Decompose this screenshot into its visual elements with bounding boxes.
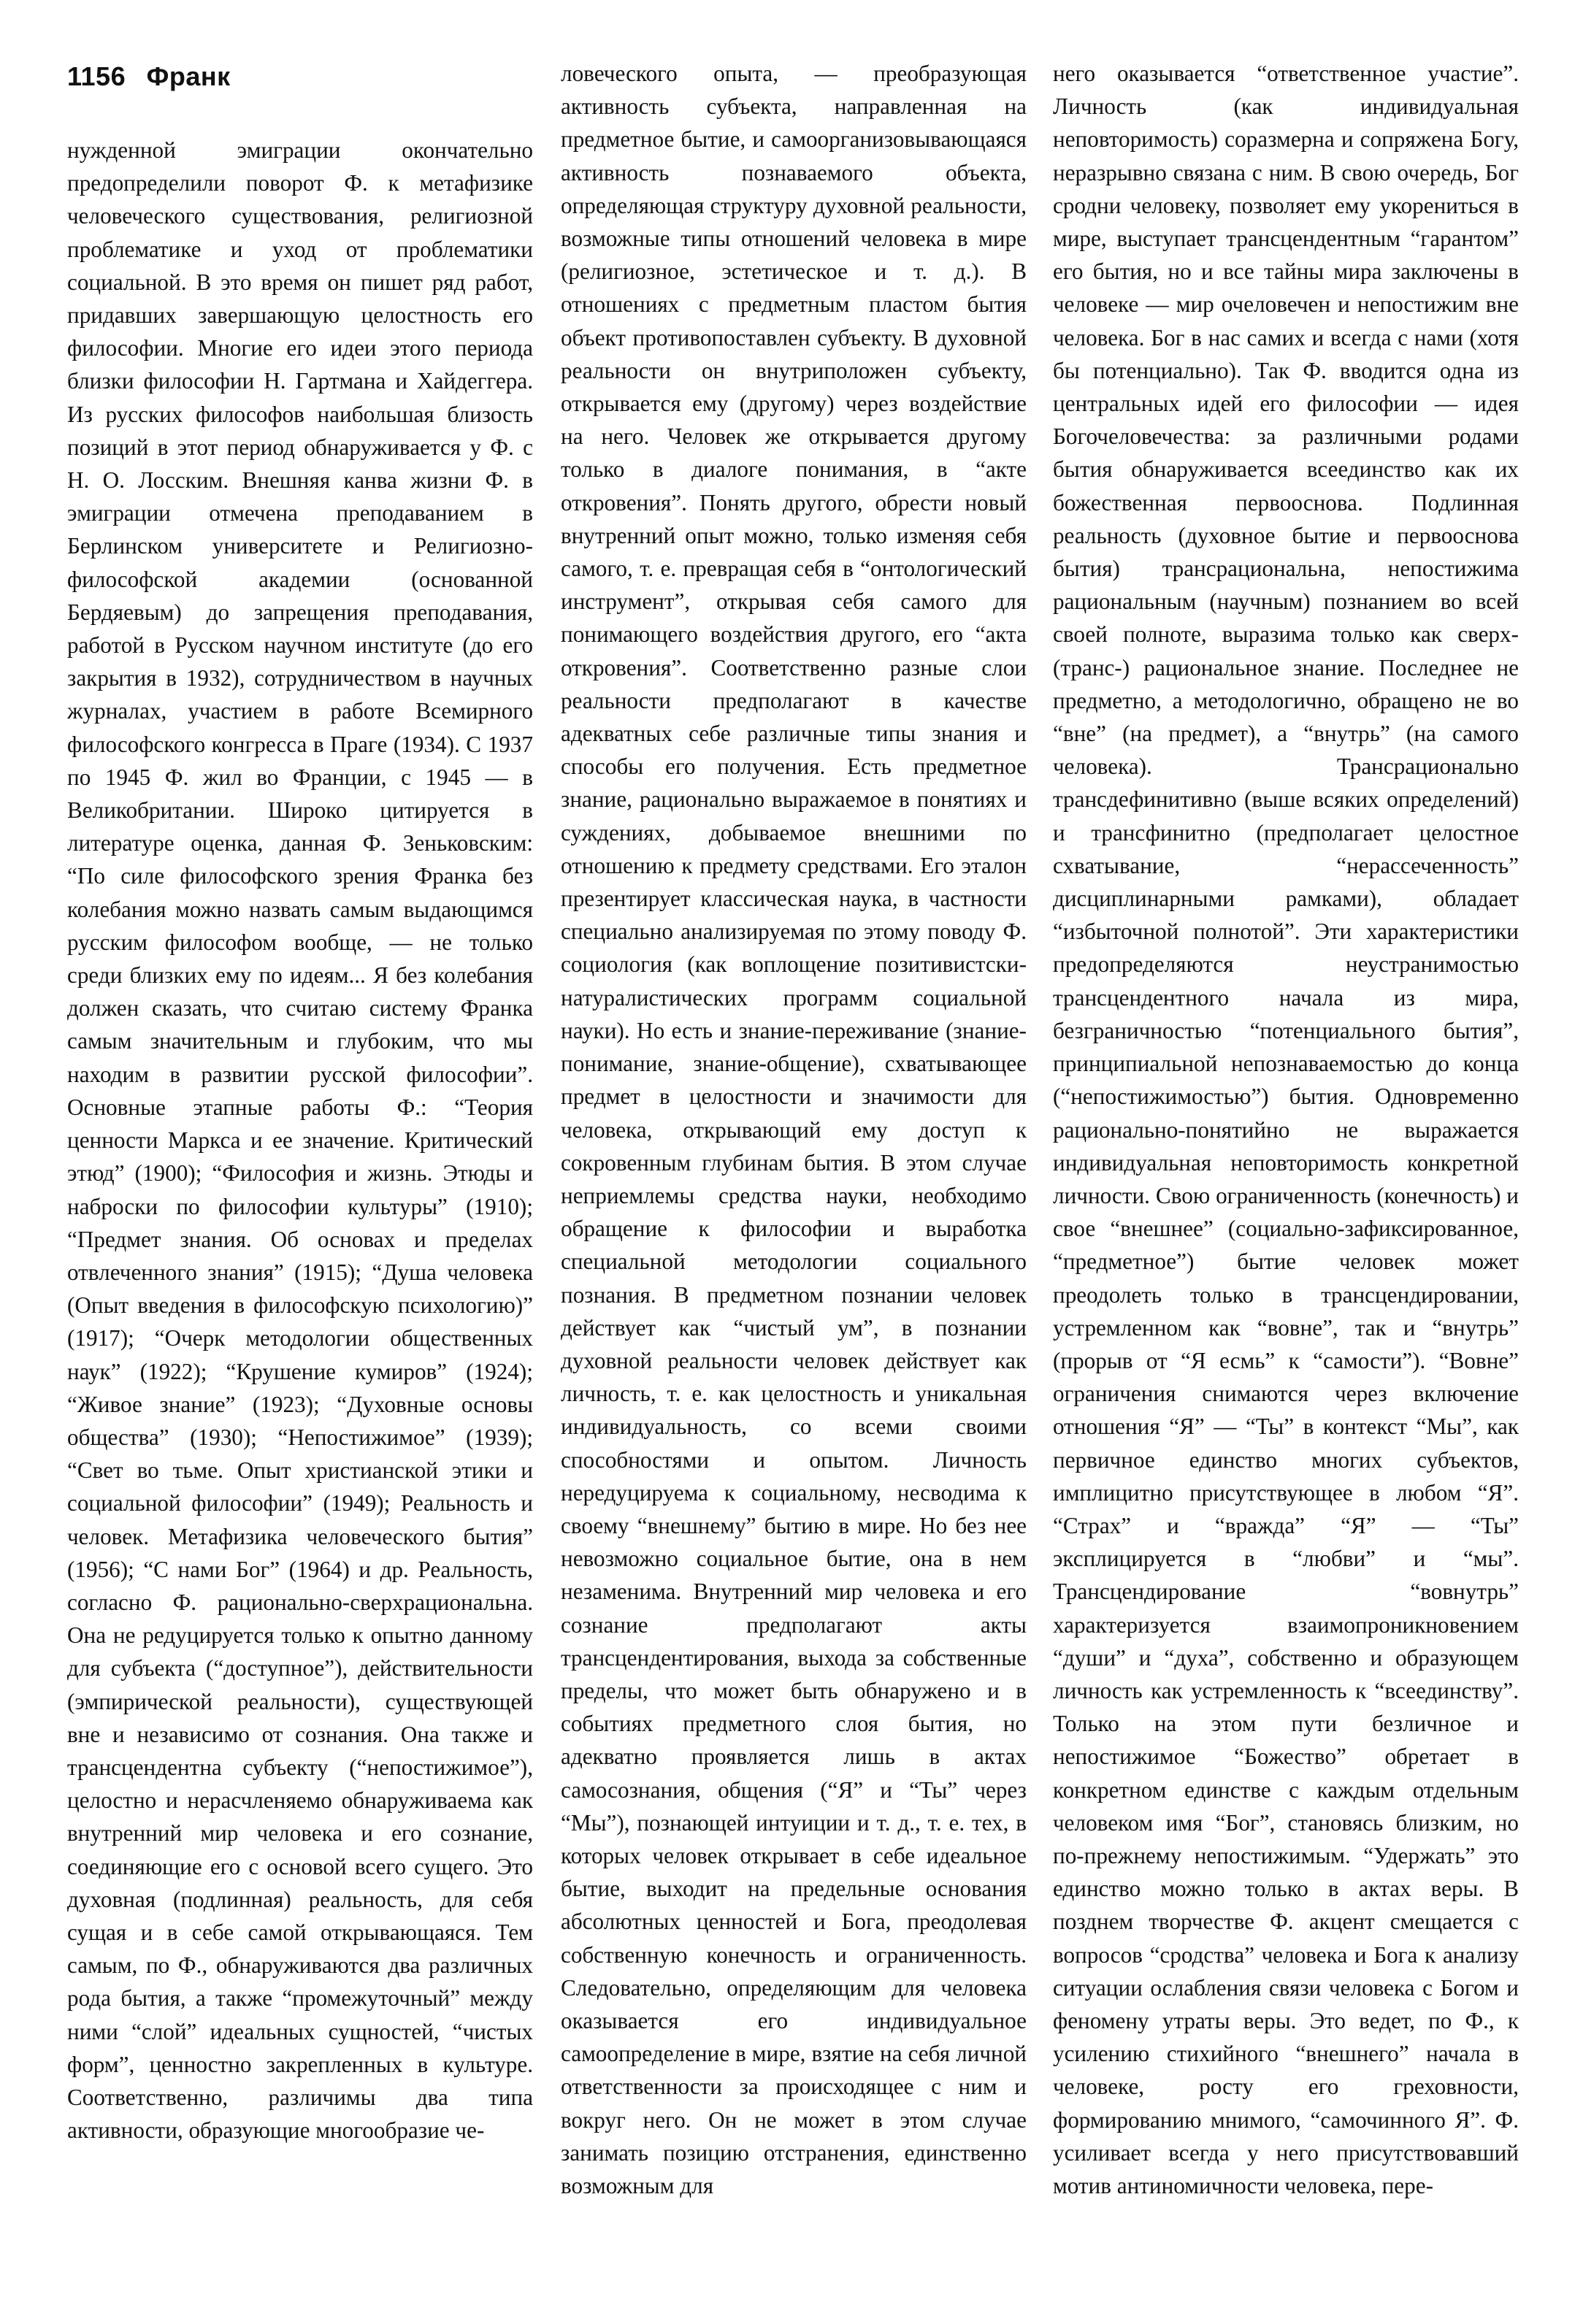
text-column-1 <box>67 134 533 2324</box>
column-3-text: него оказывается “ответственное участие”. Личность (как индивидуальная неповторимость) соразмерна и сопряжена Богу, неразрывно связана с ним. В свою очередь, Бог сродни человеку, позволяет ему укорениться в мире, выступает трансцендентным “гарантом” его бытия, но и все тайны мира заключены в человеке — мир очеловечен и непостижим вне человека. Бог в нас самих и всегда с нами (хотя бы потенциально). Так Ф. вводится одна из центральных идей его философии — идея Богочеловечества: за различными родами бытия обнаруживается всеединство как их божественная первооснова. Подлинная реальность (духовное бытие и первооснова бытия) трансрациональна, непостижима рациональным (научным) познанием во всей своей полноте, выразима только как сверх- (транс-) рациональное знание. Последнее не предметно, а методологично, обращено не во “вне” (на предмет), а “внутрь” (на самого человека). Трансрационально трансдефинитивно (выше всяких определений) и трансфинитно (предполагает целостное схватывание, “нерассеченность” дисциплинарными рамками), обладает “избыточной полнотой”. Эти характеристики предопределяются неустранимостью трансцендентного начала из мира, безграничностью “потенциального бытия”, принципиальной непознаваемостью до конца (“непостижимостью”) бытия. Одновременно рационально-понятийно не выражается индивидуальная неповторимость конкретной личности. Свою ограниченность (конечность) и свое “внешнее” (социально-зафиксированное, “предметное”) бытие человек может преодолеть только в трансцендировании, устремленном как “вовне”, так и “внутрь” (прорыв от “Я есмь” к “самости”). “Вовне” ограничения снимаются через включение отношения “Я” — “Ты” в контекст “Мы”, как первичное единство многих субъектов, имплицитно присутствующее в любом “Я”. “Страх” и “вражда” “Я” — “Ты” эксплицируется в “любви” и “мы”. Трансцендирование “вовнутрь” характеризуется взаимопроникновением “души” и “духа”, собственно и образующем личность как устремленность к “всеединству”. Только на этом пути безличное и непостижимое “Божество” обретает в конкретном единстве с каждым отдельным человеком имя “Бог”, становясь близким, но по-прежнему непостижимым. “Удержать” это единство можно только в актах веры. В позднем творчестве Ф. акцент смещается с вопросов “сродства” человека и Бога к анализу ситуации ослабления связи человека с Богом и феномену утраты веры. Это ведет, по Ф., к усилению стихийного “внешнего” начала в человеке, росту его греховности, формированию мнимого, “самочинного Я”. Ф. усиливает всегда у него присутствовавший мотив антиномичности человека, пере- <box>1053 61 1519 2198</box>
running-header <box>67 61 244 92</box>
column-1-text: нужденной эмиграции окончательно предопределили поворот Ф. к метафизике человеческого существования, религиозной проблематике и уход от проблематики социальной. В это время он пишет ряд работ, придавших завершающую целостность его философии. Многие его идеи этого периода близки философии Н. Гартмана и Хайдеггера. Из русских философов наибольшая близость позиций в этот период обнаруживается у Ф. с Н. О. Лосским. Внешняя канва жизни Ф. в эмиграции отмечена преподаванием в Берлинском университете и Религиозно-философской академии (основанной Бердяевым) до запрещения преподавания, работой в Русском научном институте (до его закрытия в 1932), сотрудничеством в научных журналах, участием в работе Всемирного философского конгресса в Праге (1934). С 1937 по 1945 Ф. жил во Франции, с 1945 — в Великобритании. Широко цитируется в литературе оценка, данная Ф. Зеньковским: “По силе философского зрения Франка без колебания можно назвать самым выдающимся русским философом вообще, — не только среди близких ему по идеям... Я без колебания должен сказать, что считаю систему Франка самым значительным и глубоким, что мы находим в развитии русской философии”. Основные этапные работы Ф.: “Теория ценности Маркса и ее значение. Критический этюд” (1900); “Философия и жизнь. Этюды и наброски по философии культуры” (1910); “Предмет знания. Об основах и пределах отвлеченного знания” (1915); “Душа человека (Опыт введения в философскую психологию)” (1917); “Очерк методологии общественных наук” (1922); “Крушение кумиров” (1924); “Живое знание” (1923); “Духовные основы общества” (1930); “Непостижимое” (1939); “Свет во тьме. Опыт христианской этики и социальной философии” (1949); Реальность и человек. Метафизика человеческого бытия” (1956); “С нами Бог” (1964) и др. Реальность, согласно Ф. рационально-сверхрациональна. Она не редуцируется только к опытно данному для субъекта (“доступное”), действительности (эмпирической реальности), существующей вне и независимо от сознания. Она также и трансцендентна субъекту (“непостижимое”), целостно и нерасчленяемо обнаруживаема как внутренний мир человека и его сознание, соединяющие его с основой всего сущего. Это духовная (подлинная) реальность, для себя сущая и в себе самой открывающаяся. Тем самым, по Ф., обнаруживаются два различных рода бытия, а также “промежуточный” между ними “слой” идеальных сущностей, “чистых форм”, ценностно закрепленных в культуре. Соответственно, различимы два типа активности, образующие многообразие че- <box>67 137 533 2144</box>
page-number: 1156 <box>67 61 126 91</box>
text-column-2 <box>561 57 1027 2247</box>
column-2-text: ловеческого опыта, — преобразующая активность субъекта, направленная на предметное бытие, и самоорганизовывающаяся активность познаваемого объекта, определяющая структуру духовной реальности, возможные типы отношений человека в мире (религиозное, эстетическое и т. д.). В отношениях с предметным пластом бытия объект противопоставлен субъекту. В духовной реальности он внутриположен субъекту, открывается ему (другому) через воздействие на него. Человек же открывается другому только в диалоге понимания, в “акте откровения”. Понять другого, обрести новый внутренний опыт можно, только изменяя себя самого, т. е. превращая себя в “онтологический инструмент”, открывая себя самого для понимающего воздействия другого, его “акта откровения”. Соответственно разные слои реальности предполагают в качестве адекватных себе различные типы знания и способы его получения. Есть предметное знание, рационально выражаемое в понятиях и суждениях, добываемое внешними по отношению к предмету средствами. Его эталон презентирует классическая наука, в частности специально анализируемая по этому поводу Ф. социология (как воплощение позитивистски-натуралистических программ социальной науки). Но есть и знание-переживание (знание-понимание, знание-общение), схватывающее предмет в целостности и значимости для человека, открывающий ему доступ к сокровенным глубинам бытия. В этом случае неприемлемы средства науки, необходимо обращение к философии и выработка специальной методологии социального познания. В предметном познании человек действует как “чистый ум”, в познании духовной реальности человек действует как личность, т. е. как целостность и уникальная индивидуальность, со всеми своими способностями и опытом. Личность нередуцируема к социальному, несводима к своему “внешнему” бытию в мире. Но без нее невозможно социальное бытие, она в нем незаменима. Внутренний мир человека и его сознание предполагают акты трансцендентирования, выхода за собственные пределы, что может быть обнаружено и в событиях предметного слоя бытия, но адекватно проявляется лишь в актах самосознания, общения (“Я” и “Ты” через “Мы”), познающей интуиции и т. д., т. е. тех, в которых человек открывает в себе идеальное бытие, выходит на предельные основания абсолютных ценностей и Бога, преодолевая собственную конечность и ограниченность. Следовательно, определяющим для человека оказывается его индивидуальное самоопределение в мире, взятие на себя личной ответственности за происходящее с ним и вокруг него. Он не может в этом случае занимать позицию отстранения, единственно возможным для <box>561 61 1027 2198</box>
text-column-3 <box>1053 57 1519 2247</box>
entry-title: Франк <box>146 61 231 91</box>
